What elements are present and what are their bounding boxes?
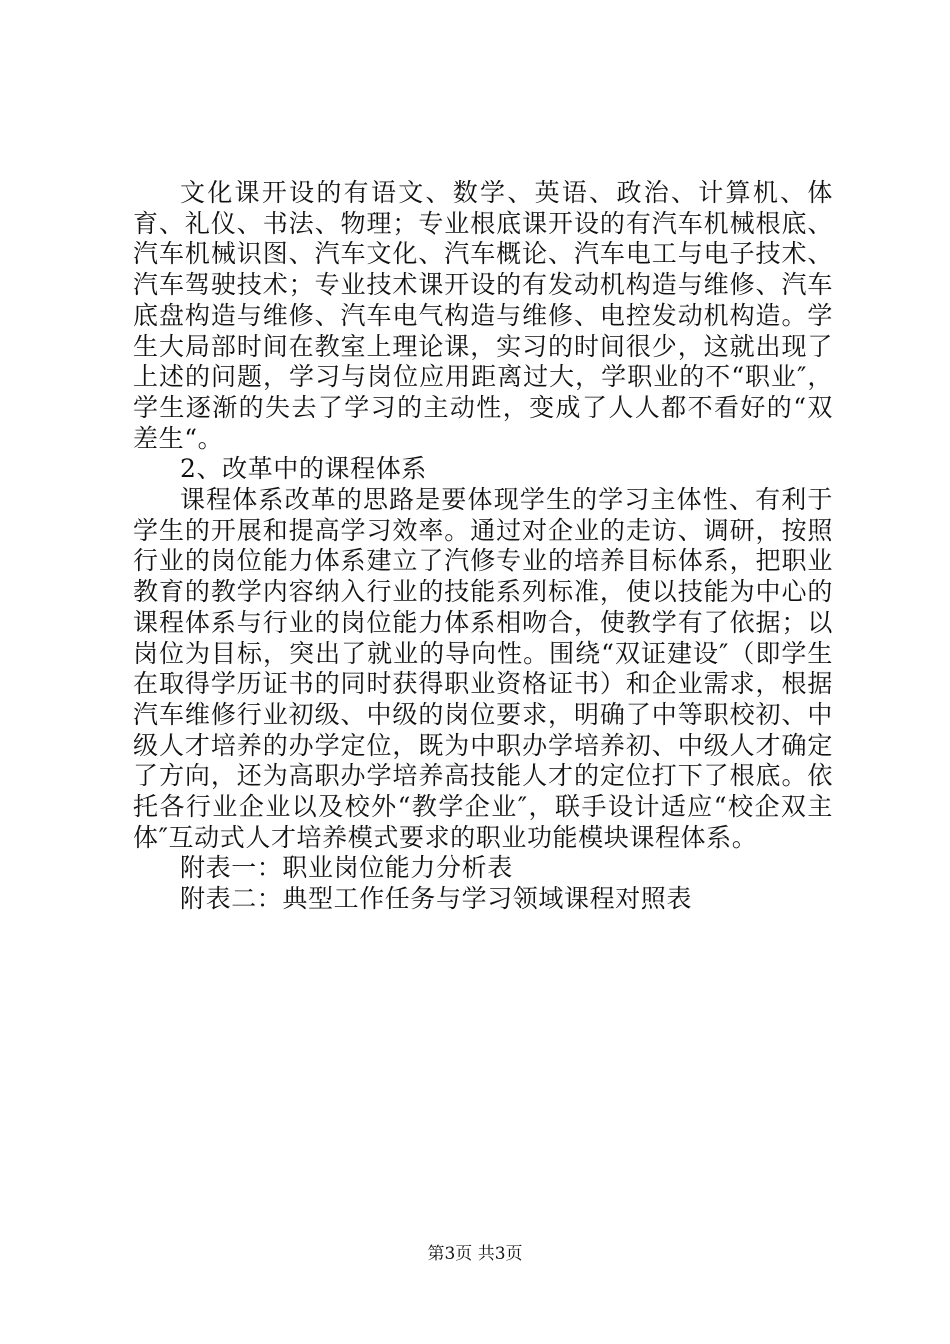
appendix-table-1: 附表一：职业岗位能力分析表 [180,853,513,883]
document-body [133,178,833,915]
page-number-footer: 第3页 共3页 [427,1244,523,1264]
appendix-table-2: 附表二：典型工作任务与学习领域课程对照表 [180,884,693,914]
section-heading-reform: 2、改革中的课程体系 [180,454,427,484]
paragraph-curriculum-old: 文化课开设的有语文、数学、英语、政治、计算机、体育、礼仪、书法、物理；专业根底课开设的有汽车机械根底、汽车机械识图、汽车文化、汽车概论、汽车电工与电子技术、汽车驾驶技术；专业技术课开设的有发动机构造与维修、汽车底盘构造与维修、汽车电气构造与维修、电控发动机构造。学生大局部时间在教室上理论课，实习的时间很少，这就出现了上述的问题，学习与岗位应用距离过大，学职业的不“职业″，学生逐渐的失去了学习的主动性，变成了人人都不看好的“双差生“。 [133,178,833,453]
paragraph-curriculum-reform: 课程体系改革的思路是要体现学生的学习主体性、有利于学生的开展和提高学习效率。通过对企业的走访、调研，按照行业的岗位能力体系建立了汽修专业的培养目标体系，把职业教育的教学内容纳入行业的技能系列标准，使以技能为中心的课程体系与行业的岗位能力体系相吻合，使教学有了依据；以岗位为目标，突出了就业的导向性。围绕“双证建设″（即学生在取得学历证书的同时获得职业资格证书）和企业需求，根据汽车维修行业初级、中级的岗位要求，明确了中等职校初、中级人才培养的办学定位，既为中职办学培养初、中级人才确定了方向，还为高职办学培养高技能人才的定位打下了根底。依托各行业企业以及校外“教学企业″，联手设计适应“校企双主体″互动式人才培养模式要求的职业功能模块课程体系。 [133,485,833,852]
